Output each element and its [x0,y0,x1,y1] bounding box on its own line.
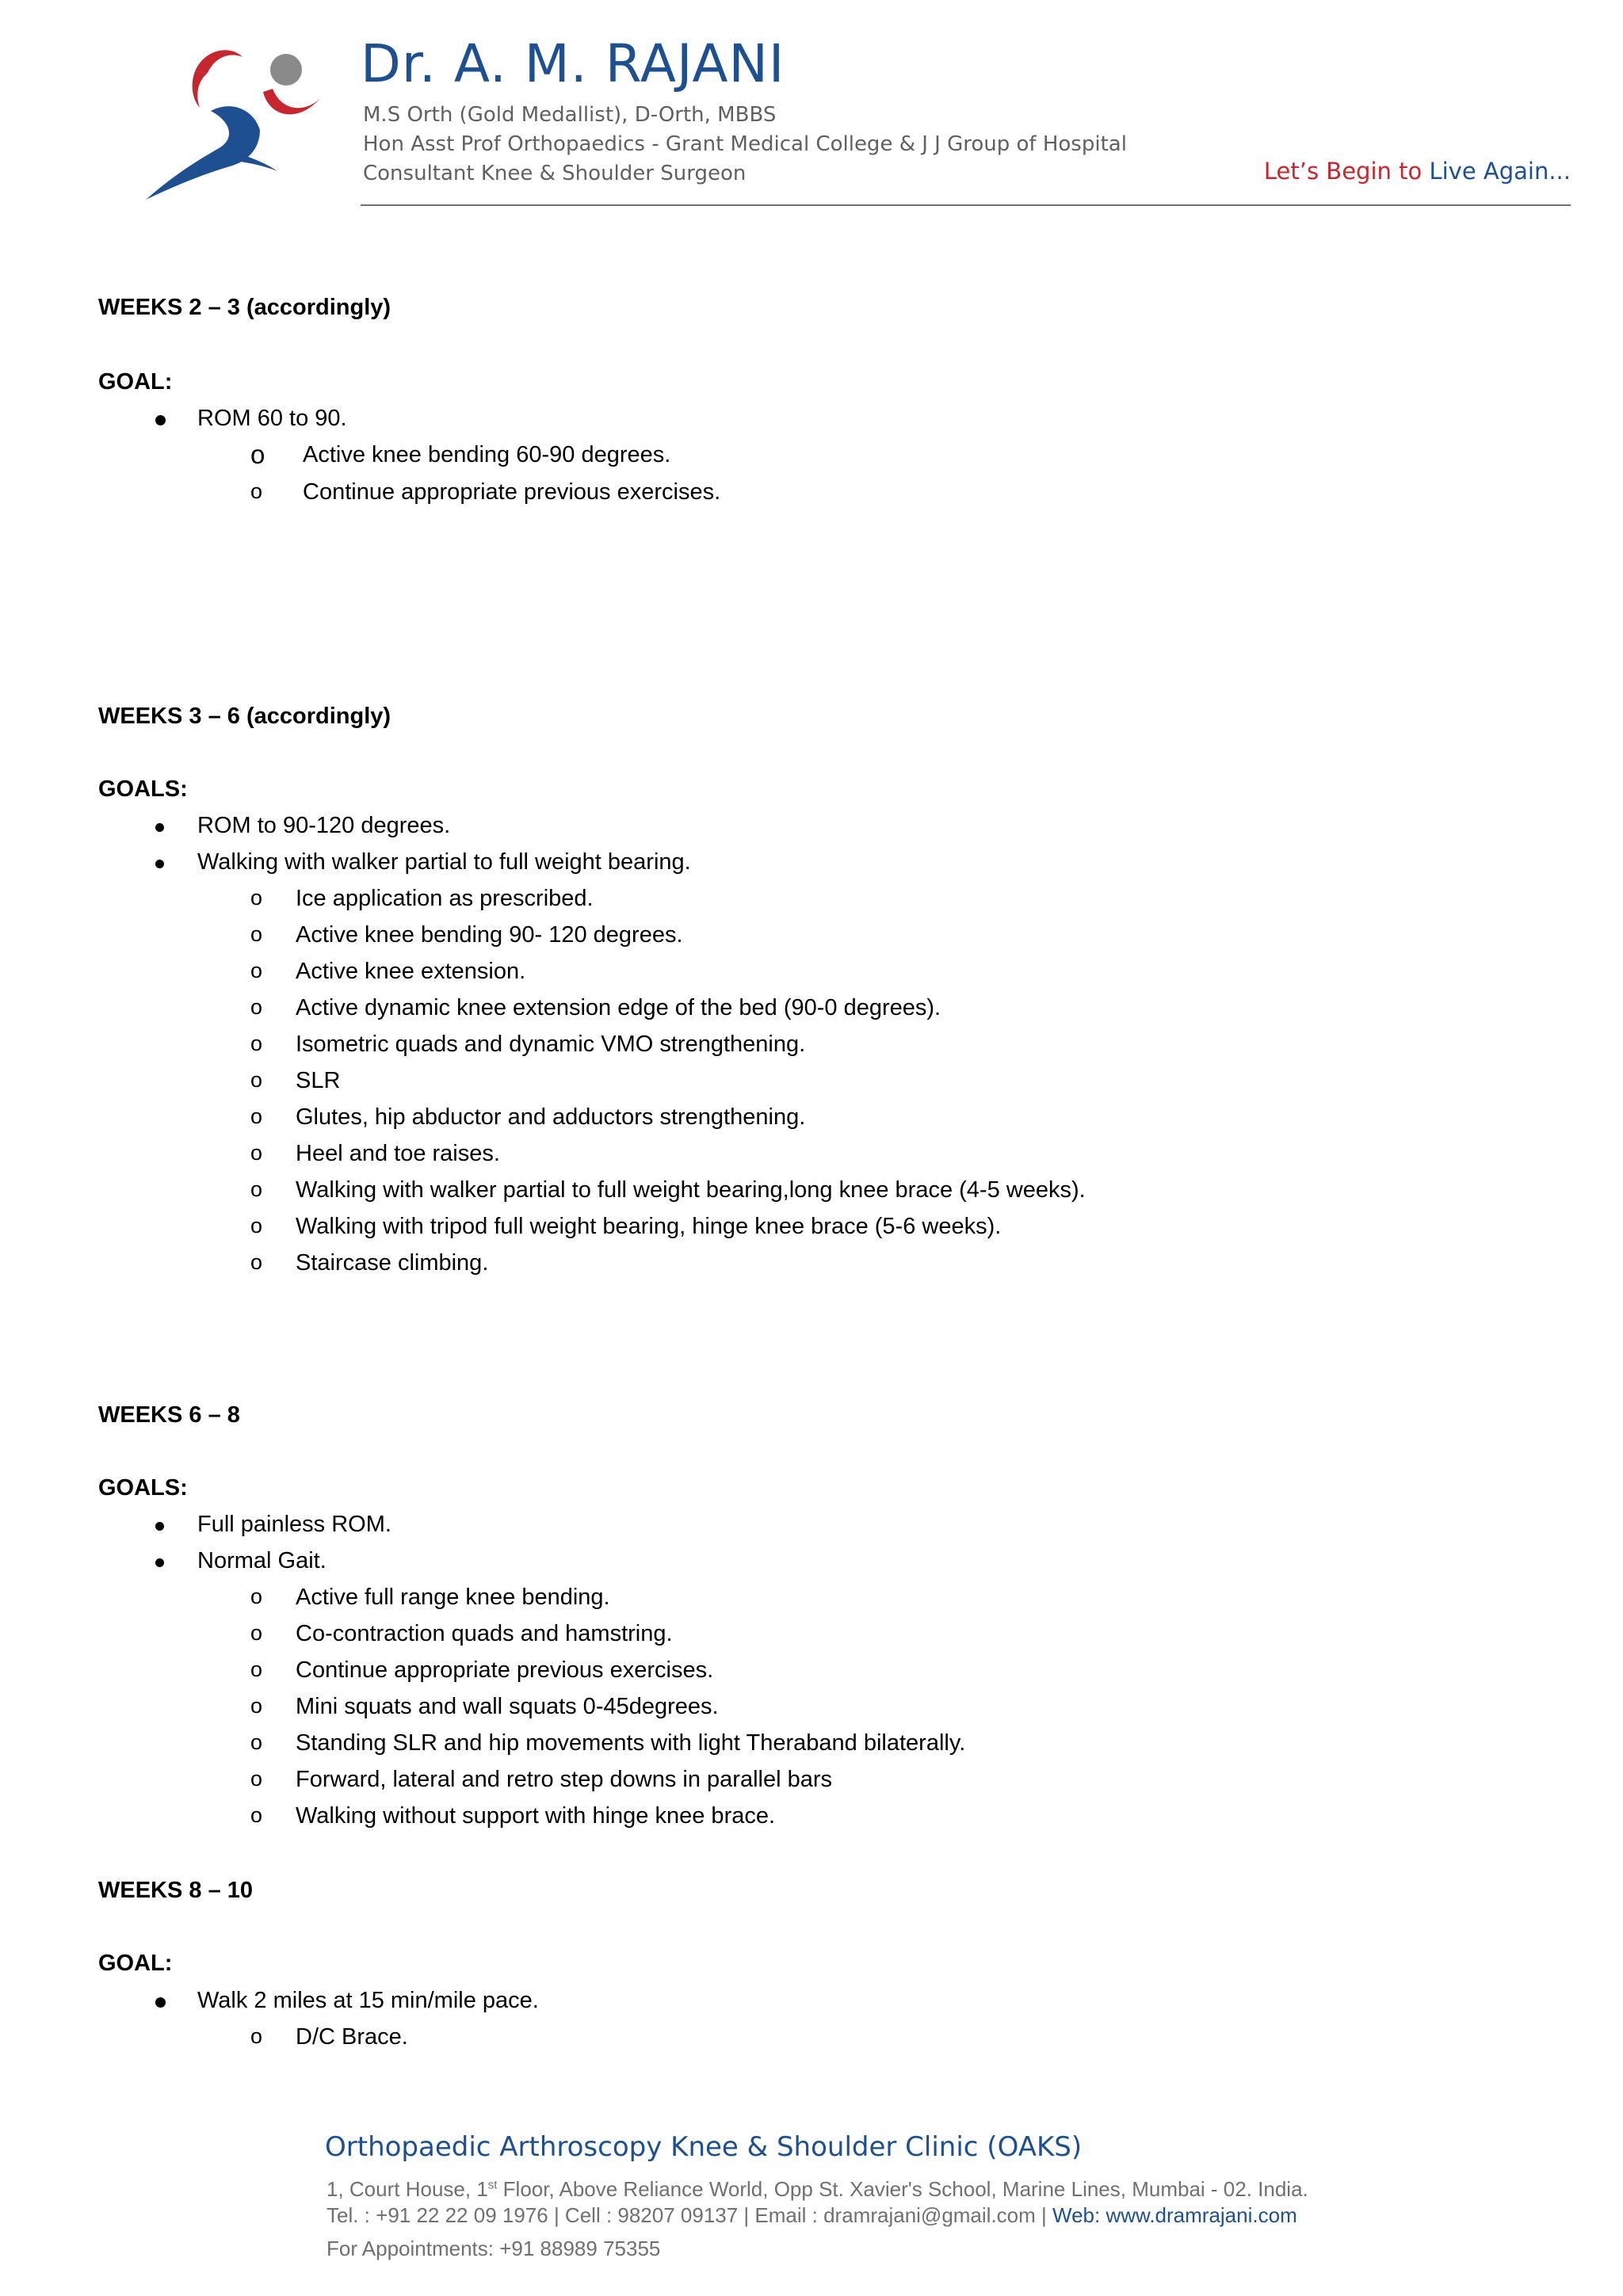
circle-bullet-icon: o [250,1032,263,1055]
goal-label: GOAL: [98,369,173,395]
clinic-name: Orthopaedic Arthroscopy Knee & Shoulder Clinic (OAKS) [325,2131,1083,2163]
circle-bullet-icon: o [250,2024,263,2048]
bullet-dot-icon [155,1522,164,1531]
tagline-part: Let’s Begin to [1263,158,1423,185]
section-title: WEEKS 6 – 8 [98,1402,240,1428]
tagline-part: Live Again... [1429,158,1571,185]
tagline [1264,158,1571,185]
circle-bullet-icon: o [250,1177,263,1201]
credentials-line: Consultant Knee & Shoulder Surgeon [363,162,747,185]
circle-bullet-icon: o [250,1585,263,1608]
section-title: WEEKS 2 – 3 (accordingly) [98,295,391,320]
website-link[interactable]: Web: www.dramrajani.com [1052,2203,1297,2227]
goal-label: GOALS: [98,1475,188,1501]
circle-bullet-icon: o [250,1767,263,1791]
goal-label: GOAL: [98,1951,173,1976]
bullet-dot-icon [155,1997,166,2008]
clinic-address: 1, Court House, 1st Floor, Above Reliance World, Opp St. Xavier's School, Marine Lines, Mumbai - 02. India. [327,2177,1308,2201]
appointments-line: For Appointments: +91 88989 75355 [327,2237,661,2260]
circle-bullet-icon: o [250,922,263,946]
circle-bullet-icon: o [250,886,263,910]
bullet-dot-icon [155,823,164,832]
clinic-contact: Tel. : +91 22 22 09 1976 | Cell : 98207 09137 | Email : dramrajani@gmail.com | Web: www.dramrajani.com [327,2203,1297,2227]
credentials-line: Hon Asst Prof Orthopaedics - Grant Medical College & J J Group of Hospital [363,132,1127,156]
circle-bullet-icon: o [250,1803,263,1827]
circle-bullet-icon: o [250,1621,263,1645]
circle-bullet-icon: o [250,959,263,982]
bullet-dot-icon [155,1558,164,1567]
circle-bullet-icon: o [250,479,263,503]
section-title: WEEKS 3 – 6 (accordingly) [98,704,391,729]
bullet-dot-icon [155,415,166,425]
doctor-name: Dr. A. M. RAJANI [361,33,785,94]
runner-logo-icon [143,41,349,208]
header-divider [361,204,1571,206]
circle-bullet-icon: o [250,1250,263,1274]
circle-bullet-icon: o [250,1104,263,1128]
circle-bullet-icon: o [250,1141,263,1165]
circle-bullet-icon: o [250,1730,263,1754]
circle-bullet-icon: o [250,440,265,469]
circle-bullet-icon: o [250,995,263,1019]
circle-bullet-icon: o [250,1657,263,1681]
circle-bullet-icon: o [250,1214,263,1238]
credentials-line: M.S Orth (Gold Medallist), D-Orth, MBBS [363,103,777,127]
circle-bullet-icon: o [250,1694,263,1718]
circle-bullet-icon: o [250,1068,263,1092]
section-title: WEEKS 8 – 10 [98,1878,254,1903]
bullet-dot-icon [155,860,164,868]
goal-label: GOALS: [98,776,188,802]
letterhead [0,0,1623,214]
